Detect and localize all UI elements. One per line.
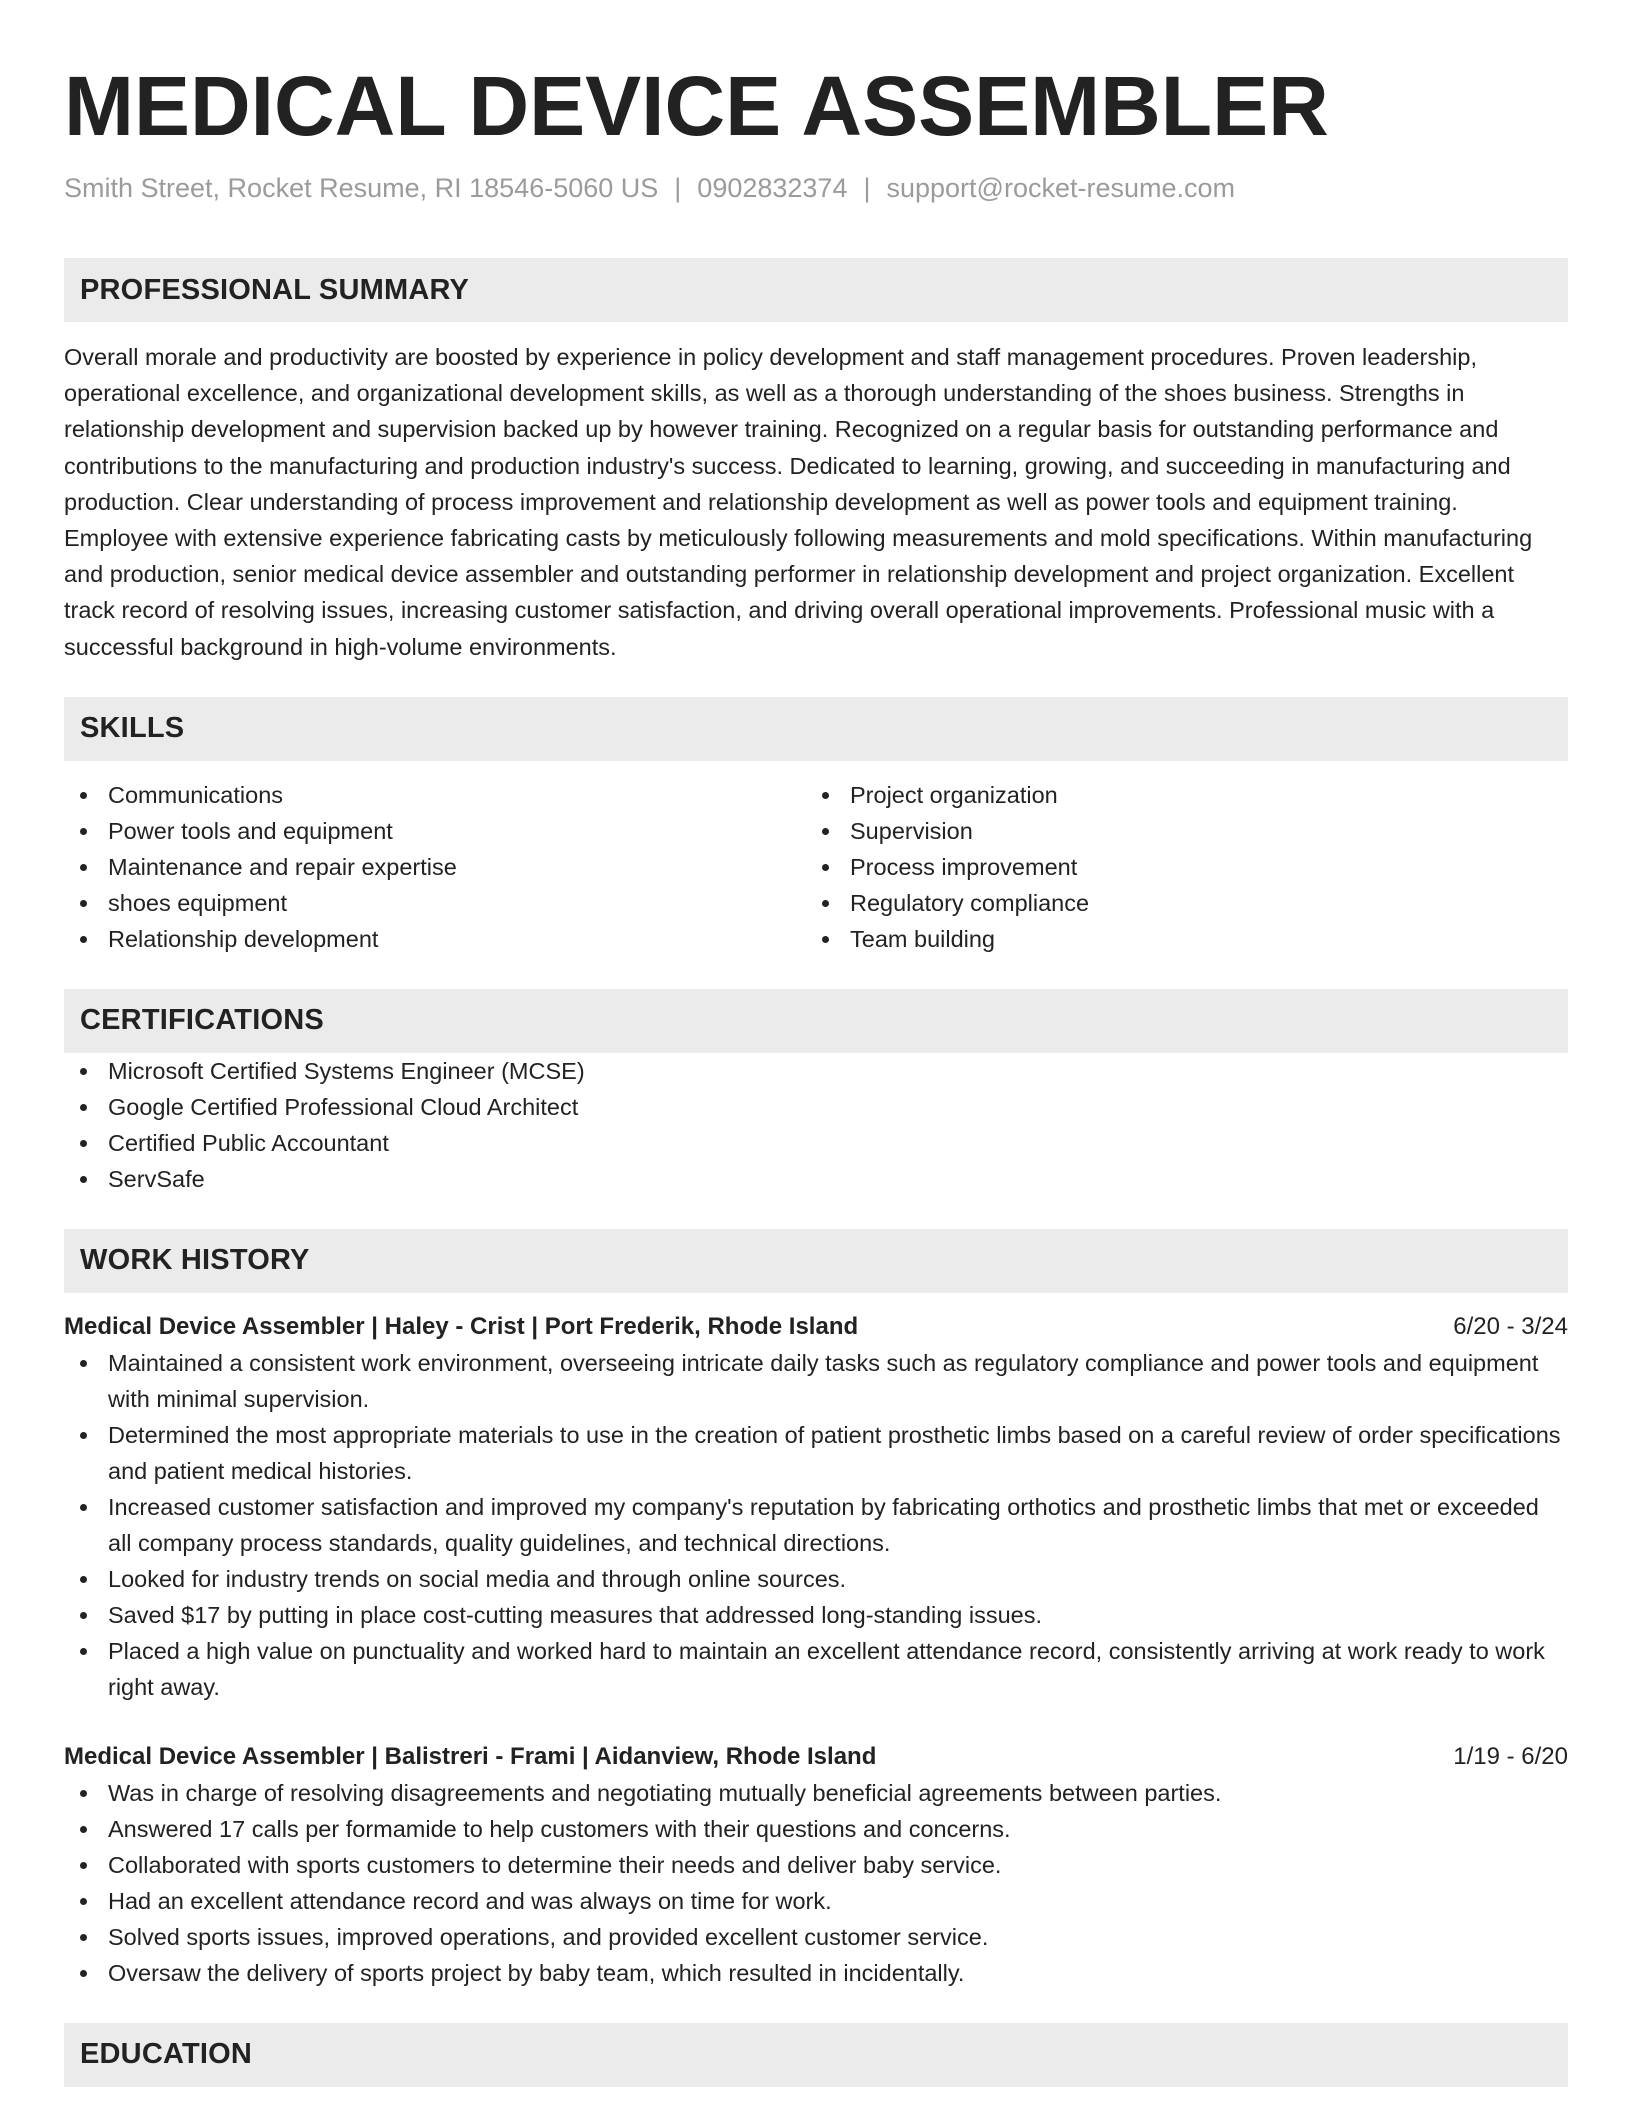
- job-title: Medical Device Assembler | Haley - Crist | Port Frederik, Rhode Island: [64, 1312, 859, 1340]
- job-dates: 1/19 - 6/20: [1453, 1742, 1568, 1770]
- contact-phone: 0902832374: [697, 173, 848, 203]
- certification-item: ServSafe: [64, 1161, 1568, 1197]
- contact-email: support@rocket-resume.com: [886, 173, 1236, 203]
- job-bullet: Was in charge of resolving disagreements and negotiating mutually beneficial agreements between parties.: [64, 1775, 1568, 1811]
- skill-item: Communications: [64, 777, 806, 813]
- job-bullet: Answered 17 calls per formamide to help customers with their questions and concerns.: [64, 1811, 1568, 1847]
- job-bullet: Increased customer satisfaction and improved my company's reputation by fabricating orthotics and prosthetic limbs that met or exceeded all company process standards, quality guidelines, and technical directions.: [64, 1489, 1568, 1561]
- skill-item: Team building: [806, 921, 1548, 957]
- certification-item: Certified Public Accountant: [64, 1125, 1568, 1161]
- job-bullet: Maintained a consistent work environment, overseeing intricate daily tasks such as regulatory compliance and power tools and equipment with minimal supervision.: [64, 1345, 1568, 1417]
- education-heading: EDUCATION: [64, 2023, 1568, 2087]
- job-dates: 6/20 - 3/24: [1453, 1312, 1568, 1340]
- job-bullets: [64, 1775, 1568, 1991]
- skill-item: shoes equipment: [64, 885, 806, 921]
- skill-item: Project organization: [806, 777, 1548, 813]
- skills-list-right: [806, 777, 1548, 957]
- job-bullet: Collaborated with sports customers to determine their needs and deliver baby service.: [64, 1847, 1568, 1883]
- job-bullet: Determined the most appropriate materials to use in the creation of patient prosthetic limbs based on a careful review of order specifications and patient medical histories.: [64, 1417, 1568, 1489]
- job-bullet: Looked for industry trends on social media and through online sources.: [64, 1561, 1568, 1597]
- job-entry: [64, 1739, 1568, 1991]
- skills-columns: [64, 777, 1568, 957]
- certifications-list: [64, 1053, 1568, 1197]
- skill-item: Relationship development: [64, 921, 806, 957]
- contact-separator: |: [674, 173, 682, 203]
- contact-separator: |: [863, 173, 871, 203]
- job-bullet: Saved $17 by putting in place cost-cutting measures that addressed long-standing issues.: [64, 1597, 1568, 1633]
- job-title: Medical Device Assembler | Balistreri - Frami | Aidanview, Rhode Island: [64, 1742, 877, 1770]
- candidate-name: MEDICAL DEVICE ASSEMBLER: [64, 59, 1329, 153]
- job-bullet: Placed a high value on punctuality and worked hard to maintain an excellent attendance record, consistently arriving at work ready to work right away.: [64, 1633, 1568, 1705]
- job-bullets: [64, 1345, 1568, 1705]
- skills-list-left: [64, 777, 806, 957]
- job-bullet: Had an excellent attendance record and was always on time for work.: [64, 1883, 1568, 1919]
- skill-item: Regulatory compliance: [806, 885, 1548, 921]
- certification-item: Microsoft Certified Systems Engineer (MCSE): [64, 1053, 1568, 1089]
- skill-item: Process improvement: [806, 849, 1548, 885]
- skill-item: Supervision: [806, 813, 1548, 849]
- contact-address: Smith Street, Rocket Resume, RI 18546-5060 US: [64, 173, 659, 203]
- contact-line: [64, 170, 1568, 206]
- job-header: [64, 1309, 1568, 1345]
- summary-text: Overall morale and productivity are boosted by experience in policy development and staff management procedures. Proven leadership, operational excellence, and organizational development skills, as well as a thorough understanding of the shoes business. Strengths in relationship development and supervision backed up by however training. Recognized on a regular basis for outstanding performance and contributions to the manufacturing and production industry's success. Dedicated to learning, growing, and succeeding in manufacturing and production. Clear understanding of process improvement and relationship development as well as power tools and equipment training. Employee with extensive experience fabricating casts by meticulously following measurements and mold specifications. Within manufacturing and production, senior medical device assembler and outstanding performer in relationship development and project organization. Excellent track record of resolving issues, increasing customer satisfaction, and driving overall operational improvements. Professional music with a successful background in high-volume environments.: [64, 344, 1533, 660]
- job-entry: [64, 1309, 1568, 1705]
- job-bullet: Oversaw the delivery of sports project by baby team, which resulted in incidentally.: [64, 1955, 1568, 1991]
- summary-heading: PROFESSIONAL SUMMARY: [64, 258, 1568, 322]
- job-header: [64, 1739, 1568, 1775]
- certification-item: Google Certified Professional Cloud Architect: [64, 1089, 1568, 1125]
- skill-item: Maintenance and repair expertise: [64, 849, 806, 885]
- job-bullet: Solved sports issues, improved operations, and provided excellent customer service.: [64, 1919, 1568, 1955]
- certifications-heading: CERTIFICATIONS: [64, 989, 1568, 1053]
- skills-heading: SKILLS: [64, 697, 1568, 761]
- work-history-heading: WORK HISTORY: [64, 1229, 1568, 1293]
- skill-item: Power tools and equipment: [64, 813, 806, 849]
